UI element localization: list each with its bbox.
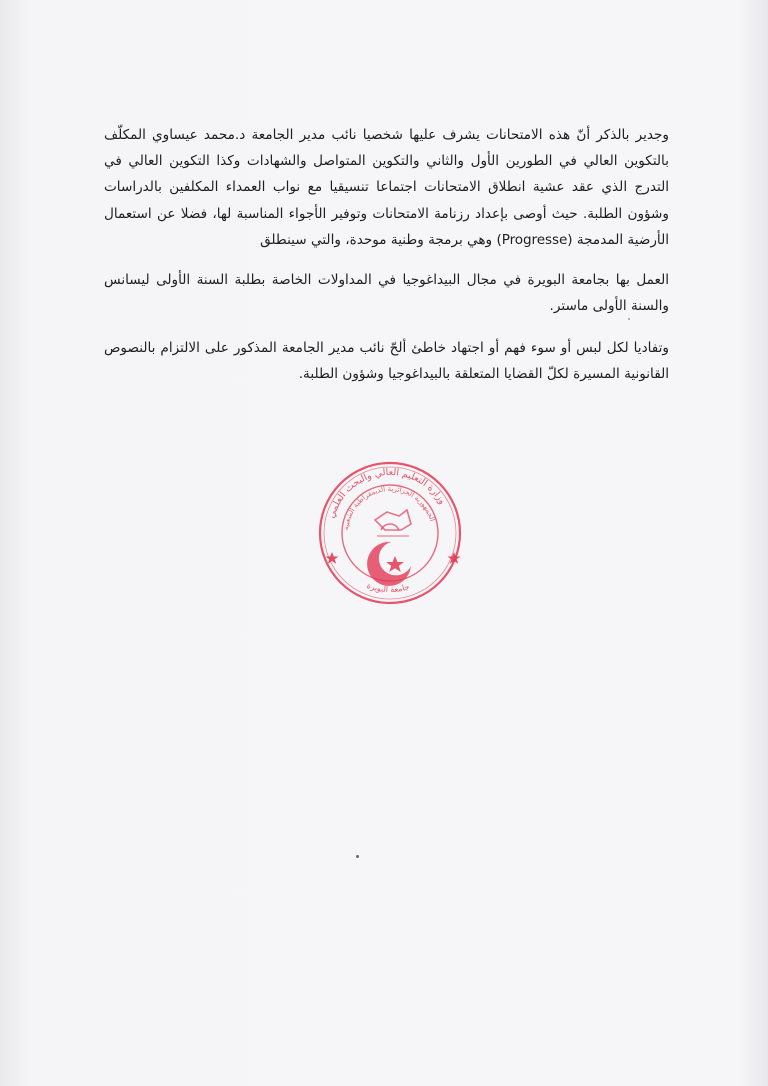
- crescent-star-emblem: [367, 510, 411, 586]
- official-stamp: [315, 458, 465, 608]
- scan-speck: [356, 855, 359, 858]
- stamp-inner-text: الجمهورية الجزائرية الديمقراطية الشعبية: [342, 484, 437, 531]
- stamp-ring-text: وزارة التعليم العالي والبحث العلمي: [326, 466, 448, 520]
- paragraph-legal-compliance: وتفاديا لكل لبس أو سوء فهم أو اجتهاد خاطئ ألحّ نائب مدير الجامعة المذكور على الالتزام بالنصوص القانونية المسيرة لكلّ القضايا المتعلقة بالبيداغوجيا وشؤون الطلبة.: [104, 340, 669, 383]
- paragraph-exams-supervision: وجدير بالذكر أنّ هذه الامتحانات يشرف عليها شخصيا نائب مدير الجامعة د.محمد عيساوي المكلّف بالتكوين العالي في الطورين الأول والثاني والتكوين المتواصل والشهادات وكذا التكوين العالي في التدرج الذي عقد عشية انطلاق الامتحانات اجتماعا تنسيقيا مع نواب العمداء المكلفين بالدراسات وشؤون الطلبة. حيث أوصى بإعداد رزنامة الامتحانات وتوفير الأجواء المناسبة لها، فضلا عن استعمال الأرضية المدمجة (Progresse) وهي برمجة وطنية موحدة، والتي سينطلق: [104, 127, 669, 248]
- stamp-seal-graphic: [315, 458, 465, 608]
- stamp-bottom-text: جامعة البويرة: [365, 580, 411, 595]
- paragraph-progress-platform: العمل بها بجامعة البويرة في مجال البيداغوجيا في المداولات الخاصة بطلبة السنة الأولى ليسانس والسنة الأولى ماستر.: [104, 272, 669, 315]
- scan-speck: [628, 318, 630, 320]
